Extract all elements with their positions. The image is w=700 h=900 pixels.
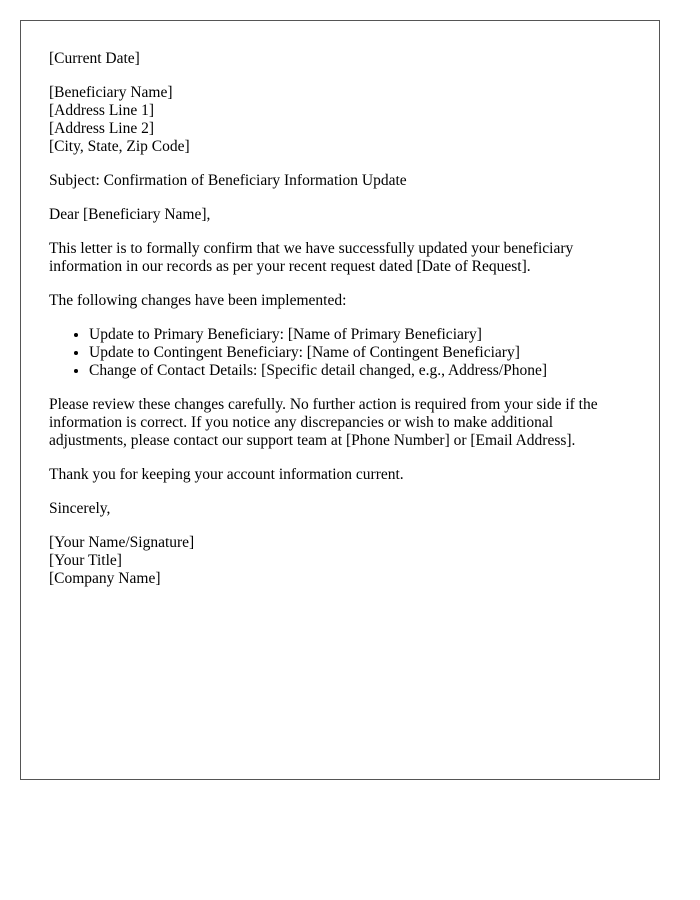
letter-closing: Sincerely, [49,500,111,517]
list-item: • Update to Primary Beneficiary: [Name of Primary Beneficiary] [89,326,631,344]
signature-name: [Your Name/Signature] [49,534,195,551]
recipient-address-line-1: [Address Line 1] [49,102,155,119]
letter-date: [Current Date] [49,50,140,67]
letter-salutation: Dear [Beneficiary Name], [49,206,211,223]
signature-title: [Your Title] [49,552,122,569]
list-item: • Update to Contingent Beneficiary: [Name of Contingent Beneficiary] [89,344,631,362]
recipient-name: [Beneficiary Name] [49,84,173,101]
letter-paragraph-changes-intro: The following changes have been implemented: [49,292,347,309]
recipient-city-state-zip: [City, State, Zip Code] [49,138,190,155]
signature-block [49,534,631,588]
letter-paragraph-review: Please review these changes carefully. No further action is required from your side if the information is correct. If you notice any discrepancies or wish to make additional adjustments, please contact our support team at [Phone Number] or [Email Address]. [49,396,598,449]
letter-subject: Subject: Confirmation of Beneficiary Information Update [49,172,407,189]
recipient-address-block [49,84,631,156]
signature-company: [Company Name] [49,570,161,587]
list-item: • Change of Contact Details: [Specific detail changed, e.g., Address/Phone] [89,362,631,380]
recipient-address-line-2: [Address Line 2] [49,120,155,137]
letter-paragraph-thanks: Thank you for keeping your account information current. [49,466,404,483]
letter-paragraph-confirmation: This letter is to formally confirm that we have successfully updated your beneficiary information in our records as per your recent request dated [Date of Request]. [49,240,574,275]
letter-document [20,20,660,780]
changes-list [49,326,631,380]
